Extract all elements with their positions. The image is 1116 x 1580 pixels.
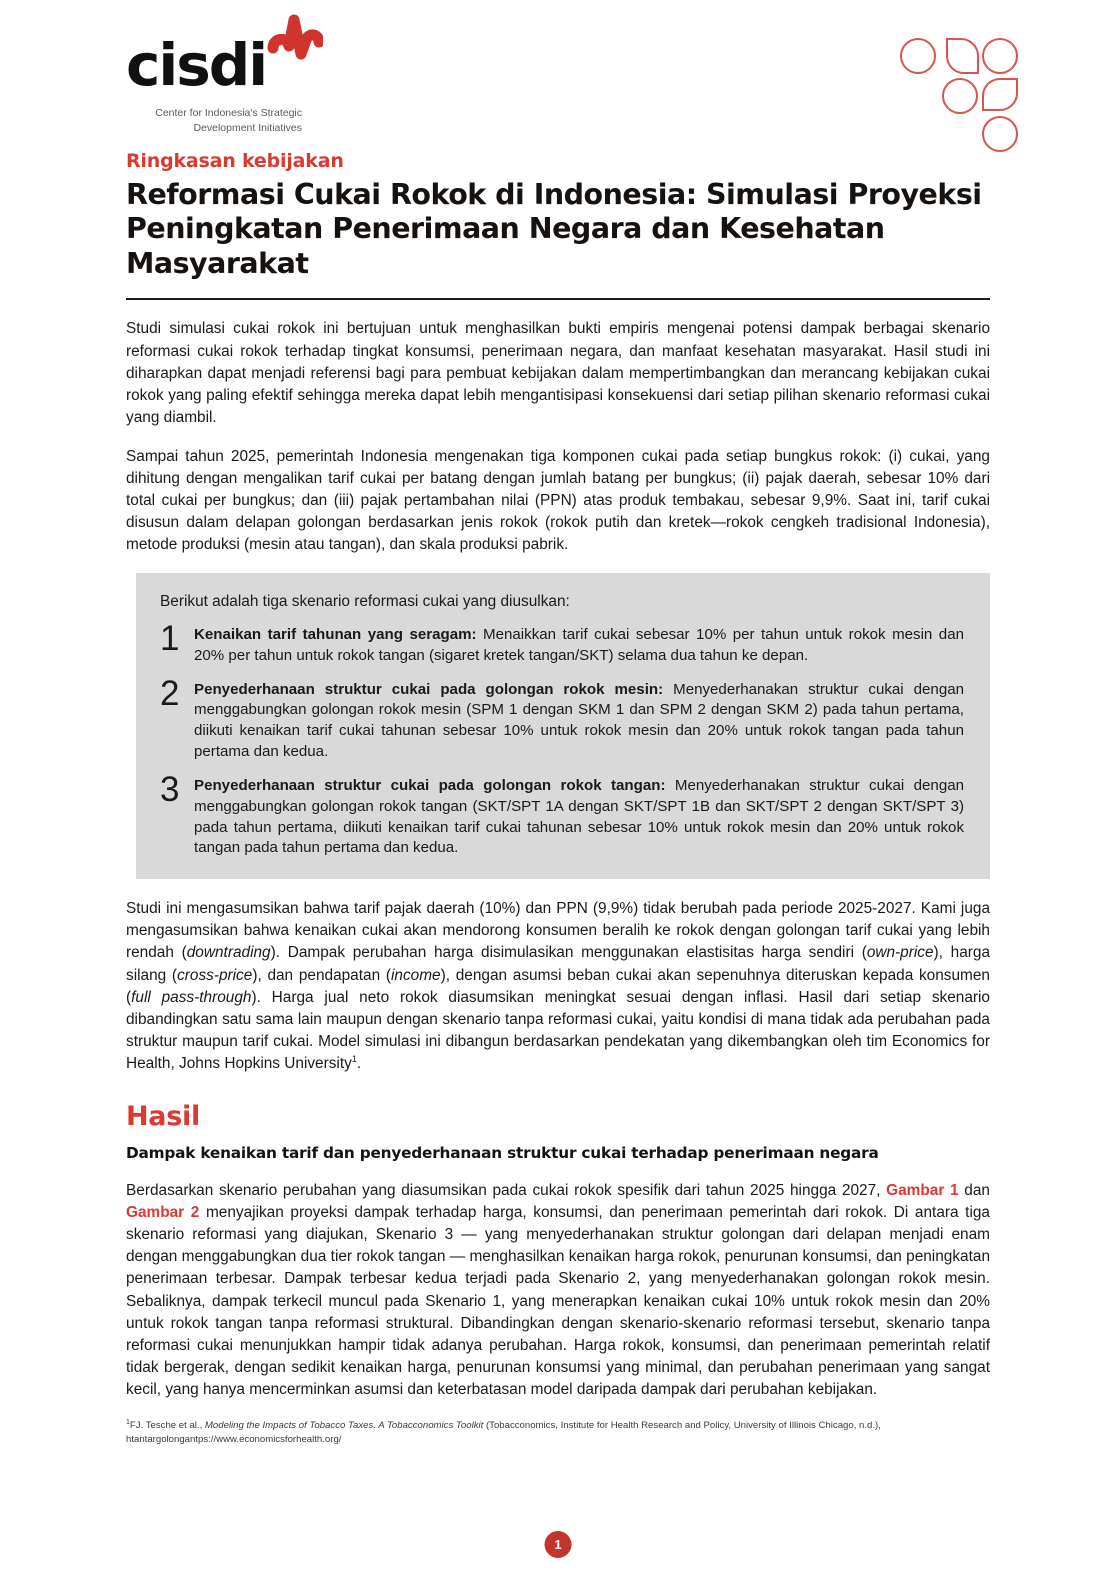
assumptions-seg-4: ), dan pendapatan ( [252, 966, 391, 984]
pulse-mark-icon [263, 14, 323, 64]
scenario-title: Penyederhanaan struktur cukai pada golongan rokok tangan: [194, 776, 666, 794]
scenario-callout-box [136, 573, 990, 879]
results-seg-2: dan [958, 1182, 990, 1200]
footnote-reference-marker: 1 [351, 1053, 357, 1064]
intro-paragraph-1: Studi simulasi cukai rokok ini bertujuan untuk menghasilkan bukti empiris mengenai potensi dampak berbagai skenario reformasi cukai rokok terhadap tingkat konsumsi, penerimaan negara, dan manfaat kesehatan masyarakat. Hasil studi ini diharapkan dapat menjadi referensi bagi para pembuat kebijakan dalam mempertimbangkan dan merancang kebijakan cukai rokok yang paling efektif sehingga mereka dapat lebih mengantisipasi konsekuensi dari setiap pilihan skenario reformasi cukai yang diambil. [126, 320, 990, 426]
title-block [126, 150, 990, 300]
assumptions-paragraph [126, 898, 990, 1075]
scenario-number: 1 [160, 618, 180, 658]
subsection-heading: Dampak kenaikan tarif dan penyederhanaan struktur cukai terhadap penerimaan negara [126, 1144, 879, 1163]
scenario-description [194, 625, 964, 667]
results-paragraph [126, 1180, 990, 1401]
scenario-box-intro: Berikut adalah tiga skenario reformasi cukai yang diusulkan: [160, 593, 570, 611]
scenario-body: Menyederhanakan struktur cukai dengan menggabungkan golongan rokok tangan (SKT/SPT 1A dengan SKT/SPT 1B dan SKT/SPT 2 dengan SKT/SPT 3) pada tahun pertama, diikuti kenaikan tarif cukai tahunan sebesar 10% untuk rokok mesin dan 20% untuk rokok tangan pada tahun pertama dan kedua. [194, 776, 965, 857]
term-downtrading: downtrading [186, 944, 271, 962]
logo-wordmark-text [126, 31, 426, 99]
assumptions-seg-2: ). Dampak perubahan harga disimulasikan menggunakan elastisitas harga sendiri ( [270, 944, 867, 962]
scenario-title: Kenaikan tarif tahunan yang seragam: [194, 625, 477, 643]
term-income: income [390, 966, 441, 984]
term-cross-price: cross-price [177, 966, 253, 984]
footnote [126, 1418, 990, 1447]
scenario-item [160, 673, 964, 763]
intro-paragraph-2: Sampai tahun 2025, pemerintah Indonesia mengenakan tiga komponen cukai pada setiap bungkus rokok: (i) cukai, yang dihitung dengan mengalikan tarif cukai per batang dengan jumlah batang per bungkus; (ii) pajak daerah, sebesar 10% dari total cukai per bungkus; dan (iii) pajak pertambahan nilai (PPN) atas produk tembakau, sebesar 9,9%. Saat ini, tarif cukai disusun dalam delapan golongan berdasarkan jenis rokok (rokok putih dan kretek—rokok cengkeh tradisional Indonesia), metode produksi (mesin atau tangan), dan skala produksi pabrik. [126, 447, 990, 554]
scenario-title: Penyederhanaan struktur cukai pada golongan rokok mesin: [194, 680, 664, 698]
title-divider [126, 298, 990, 300]
assumptions-seg-1: Studi ini mengasumsikan bahwa tarif pajak daerah (10%) dan PPN (9,9%) tidak berubah pada periode 2025-2027. Kami juga mengasumsikan bahwa kenaikan cukai akan mendorong konsumen beralih ke rokok dengan golongan tarif cukai yang lebih rendah ( [126, 900, 990, 962]
footnote-title-italic: Modeling the Impacts of Tobacco Taxes. A Tobacconomics Toolkit [204, 1420, 484, 1432]
scenario-body: Menyederhanakan struktur cukai dengan menggabungkan golongan rokok mesin (SPM 1 dengan SKM 1 dan SPM 2 dengan SKM 2) pada tahun pertama, diikuti kenaikan tarif cukai tahunan sebesar 10% untuk rokok mesin dan 20% untuk rokok tangan pada tahun pertama dan kedua. [194, 680, 964, 761]
scenario-description [194, 680, 964, 763]
assumptions-seg-5: ), dengan asumsi beban cukai akan sepenuhnya diteruskan kepada konsumen ( [126, 966, 990, 1006]
results-seg-1: Berdasarkan skenario perubahan yang diasumsikan pada cukai rokok spesifik dari tahun 2025 hingga 2027, [126, 1182, 887, 1200]
results-seg-3: menyajikan proyeksi dampak terhadap harga, konsumsi, dan penerimaan pemerintah dari rokok. Di antara tiga skenario reformasi yang diajukan, Skenario 3 — yang menyederhanakan struktur golongan dari delapan menjadi enam dengan menggabungkan dua tier rokok tangan — menghasilkan kenaikan harga rokok, penurunan konsumsi, dan peningkatan penerimaan terbesar. Dampak terbesar kedua terjadi pada Skenario 2, yang menyederhanakan golongan rokok mesin. Sebaliknya, dampak terkecil muncul pada Skenario 1, yang menerapkan kenaikan cukai 10% untuk rokok mesin dan 20% untuk rokok tangan tanpa reformasi struktural. Dibandingkan dengan skenario-skenario reformasi tersebut, skenario tanpa reformasi cukai menunjukkan hampir tidak adanya perubahan. Harga rokok, konsumsi, dan penerimaan pemerintah relatif tidak bergerak, dengan sedikit kenaikan harga, penurunan konsumsi yang minimal, dan perubahan penerimaan yang sangat kecil, yang hanya mencerminkan asumsi dan keterbatasan model daripada dampak dari perubahan kebijakan. [126, 1204, 990, 1398]
scenario-number: 2 [160, 673, 180, 713]
section-heading-hasil: Hasil [126, 1101, 200, 1133]
page-number-badge: 1 [545, 1531, 572, 1558]
page-header [0, 0, 1116, 150]
scenario-description [194, 776, 964, 859]
footnote-seg-1: FJ. Tesche et al., [129, 1420, 205, 1432]
assumptions-seg-3: ), harga silang ( [126, 944, 991, 984]
assumptions-seg-6: ). Harga jual neto rokok diasumsikan meningkat sesuai dengan inflasi. Hasil dari setiap skenario dibandingkan satu sama lain maupun dengan skenario tanpa reformasi cukai, yaitu kondisi di mana tidak ada perubahan pada struktur maupun tarif cukai. Model simulasi ini dibangun berdasarkan pendekatan yang dikembangkan oleh tim Economics for Health, Johns Hopkins University [126, 988, 990, 1073]
scenario-item [160, 618, 964, 667]
scenario-number: 3 [160, 769, 180, 809]
document-body [126, 318, 990, 1401]
cisdi-logo [126, 31, 426, 136]
logo-tagline: Center for Indonesia's Strategic Development Initiatives [155, 107, 302, 135]
assumptions-seg-7: . [356, 1055, 362, 1073]
document-eyebrow: Ringkasan kebijakan [126, 150, 344, 172]
term-full-pass-through: full pass-through [131, 988, 252, 1006]
figure-reference-1[interactable]: Gambar 1 [886, 1182, 959, 1200]
footnote-marker: 1 [126, 1419, 130, 1427]
page-title: Reformasi Cukai Rokok di Indonesia: Simulasi Proyeksi Peningkatan Penerimaan Negara dan Kesehatan Masyarakat [126, 178, 982, 280]
term-own-price: own-price [866, 944, 934, 962]
footnote-seg-2: (Tobacconomics, Institute for Health Research and Policy, University of Illinois Chicago, n.d.), htantargolongantps://www.economicsforhealth.org/ [126, 1420, 881, 1446]
circles-pattern-decoration [900, 34, 1020, 152]
logo-wordmark-label: cisdi [126, 31, 267, 99]
figure-reference-2[interactable]: Gambar 2 [126, 1204, 200, 1222]
scenario-body: Menaikkan tarif cukai sebesar 10% per tahun untuk rokok mesin dan 20% per tahun untuk rokok tangan (sigaret kretek tangan/SKT) selama dua tahun ke depan. [194, 625, 964, 664]
scenario-item [160, 769, 965, 859]
